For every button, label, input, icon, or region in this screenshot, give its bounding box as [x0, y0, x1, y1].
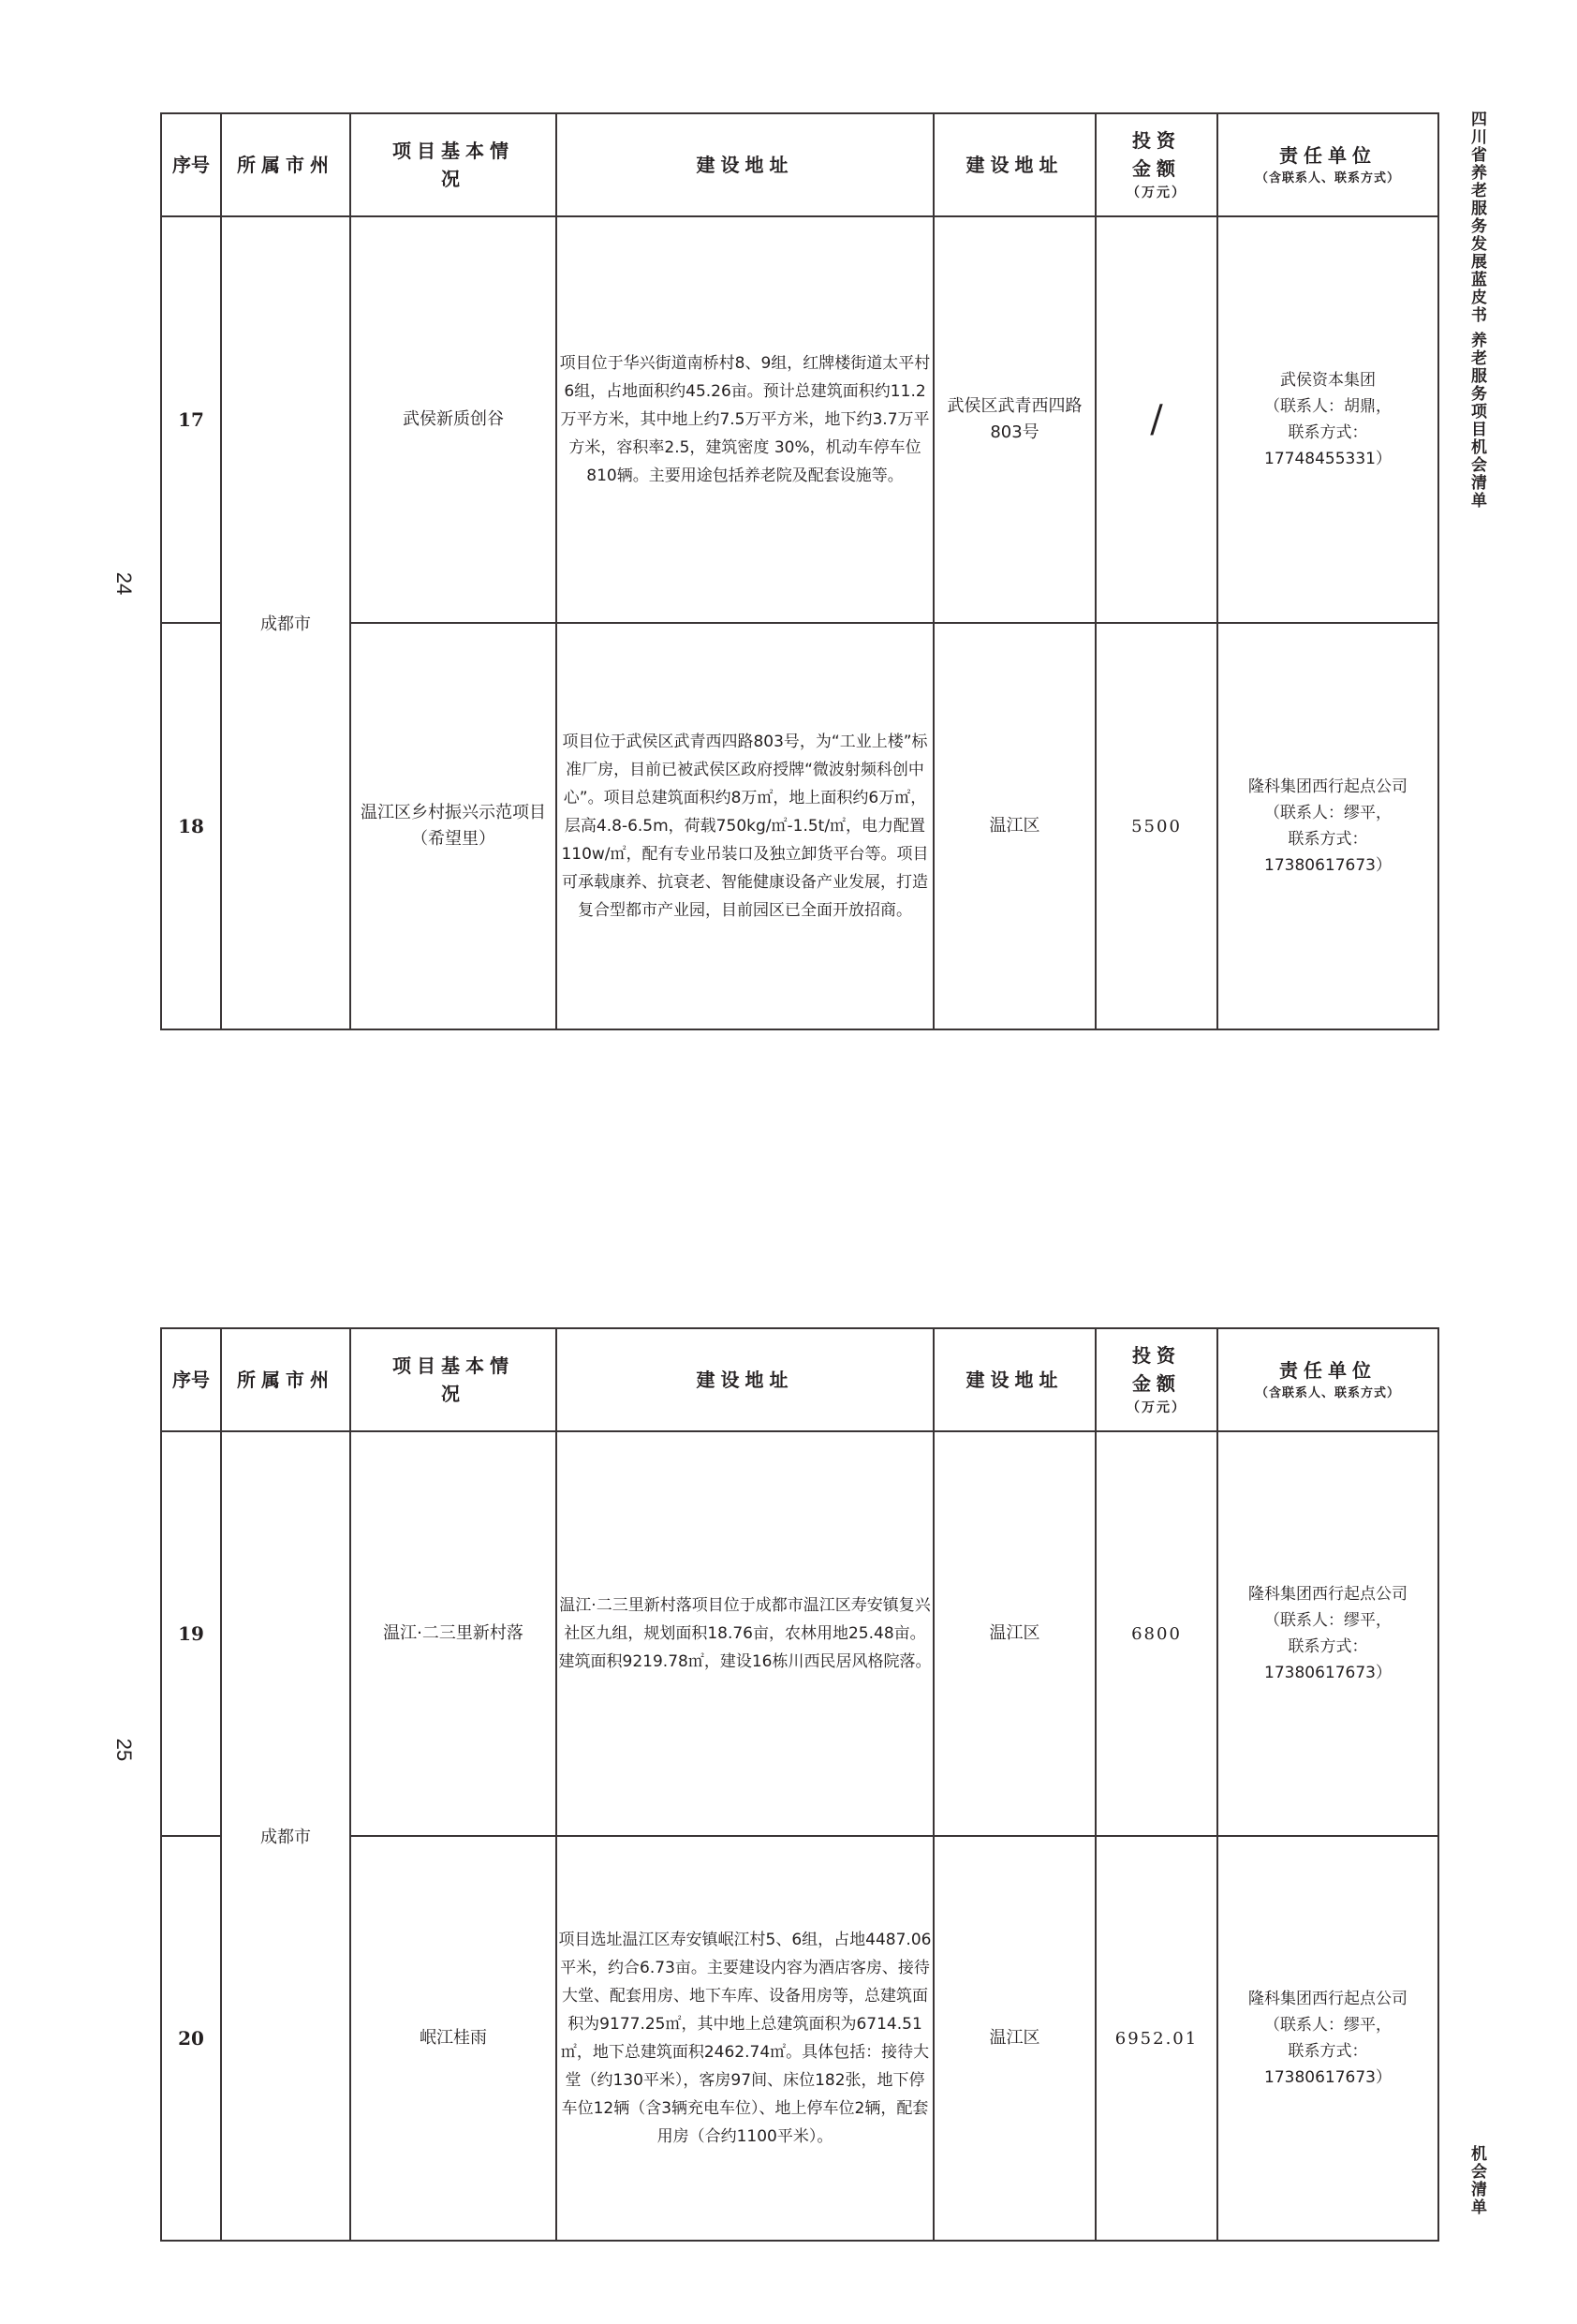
row-investment: /	[1096, 216, 1217, 623]
row-seq: 19	[161, 1431, 221, 1836]
page-number: 25	[112, 1738, 136, 1762]
row-investment: 6952.01	[1096, 1836, 1217, 2241]
page-number: 24	[112, 571, 136, 596]
header-address-main: 建设地址	[556, 1328, 934, 1431]
row-responsible-unit: 武侯资本集团 （联系人：胡鼎， 联系方式： 17748455331）	[1217, 216, 1438, 623]
header-responsible: 责任单位 （含联系人、联系方式）	[1217, 113, 1438, 216]
row-responsible-unit: 隆科集团西行起点公司 （联系人：缪平， 联系方式： 17380617673）	[1217, 1431, 1438, 1836]
header-project: 项目基本情况	[350, 113, 556, 216]
row-investment: 6800	[1096, 1431, 1217, 1836]
header-seq: 序号	[161, 1328, 221, 1431]
row-city: 成都市	[221, 1431, 350, 2241]
table-row	[161, 623, 1438, 1029]
row-responsible-unit: 隆科集团西行起点公司 （联系人：缪平， 联系方式： 17380617673）	[1217, 623, 1438, 1029]
project-table-page-25	[160, 1327, 1439, 2242]
table-row	[161, 1431, 1438, 1836]
row-seq: 17	[161, 216, 221, 623]
table-row	[161, 216, 1438, 623]
header-investment: 投资金额 （万元）	[1096, 1328, 1217, 1431]
row-description: 项目位于武侯区武青西四路803号，为“工业上楼”标准厂房，目前已被武侯区政府授牌“微波射频科创中心”。项目总建筑面积约8万㎡，地上面积约6万㎡，层高4.8-6.5m，荷载750kg/㎡-1.5t/㎡，电力配置110w/㎡，配有专业吊装口及独立卸货平台等。项目可承载康养、抗衰老、智能健康设备产业发展，打造复合型都市产业园，目前园区已全面开放招商。	[556, 623, 934, 1029]
table-header-row	[161, 1328, 1438, 1431]
running-header-title: 四川省养老服务发展蓝皮书 养老服务项目机会清单	[1467, 111, 1486, 510]
row-seq: 20	[161, 1836, 221, 2241]
header-investment: 投资金额 （万元）	[1096, 113, 1217, 216]
header-address: 建设地址	[934, 1328, 1096, 1431]
row-city: 成都市	[221, 216, 350, 1029]
row-seq: 18	[161, 623, 221, 1029]
row-project-name: 温江区乡村振兴示范项目（希望里）	[350, 623, 556, 1029]
row-project-name: 岷江桂雨	[350, 1836, 556, 2241]
header-project: 项目基本情况	[350, 1328, 556, 1431]
project-table-page-24	[160, 112, 1439, 1030]
header-city: 所属市州	[221, 1328, 350, 1431]
table-header-row	[161, 113, 1438, 216]
header-address: 建设地址	[934, 113, 1096, 216]
header-responsible: 责任单位 （含联系人、联系方式）	[1217, 1328, 1438, 1431]
row-description: 温江·二三里新村落项目位于成都市温江区寿安镇复兴社区九组，规划面积18.76亩，农林用地25.48亩。建筑面积9219.78㎡，建设16栋川西民居风格院落。	[556, 1431, 934, 1836]
row-investment: 5500	[1096, 623, 1217, 1029]
row-description: 项目选址温江区寿安镇岷江村5、6组，占地4487.06平米，约合6.73亩。主要建设内容为酒店客房、接待大堂、配套用房、地下车库、设备用房等，总建筑面积为9177.25㎡，其中地上总建筑面积为6714.51㎡，地下总建筑面积2462.74㎡。具体包括：接待大堂（约130平米），客房97间、床位182张，地下停车位12辆（含3辆充电车位）、地上停车位2辆，配套用房（合约1100平米）。	[556, 1836, 934, 2241]
row-description: 项目位于华兴街道南桥村8、9组，红牌楼街道太平村6组，占地面积约45.26亩。预计总建筑面积约11.2万平方米，其中地上约7.5万平方米，地下约3.7万平方米，容积率2.5，建筑密度 30%，机动车停车位810辆。主要用途包括养老院及配套设施等。	[556, 216, 934, 623]
header-address-main: 建设地址	[556, 113, 934, 216]
row-address: 温江区	[934, 1431, 1096, 1836]
row-address: 温江区	[934, 623, 1096, 1029]
row-address: 温江区	[934, 1836, 1096, 2241]
table-row	[161, 1836, 1438, 2241]
header-seq: 序号	[161, 113, 221, 216]
row-responsible-unit: 隆科集团西行起点公司 （联系人：缪平， 联系方式： 17380617673）	[1217, 1836, 1438, 2241]
header-city: 所属市州	[221, 113, 350, 216]
row-project-name: 温江·二三里新村落	[350, 1431, 556, 1836]
row-project-name: 武侯新质创谷	[350, 216, 556, 623]
row-address: 武侯区武青西四路803号	[934, 216, 1096, 623]
running-footer-title: 机会清单	[1467, 2145, 1486, 2216]
